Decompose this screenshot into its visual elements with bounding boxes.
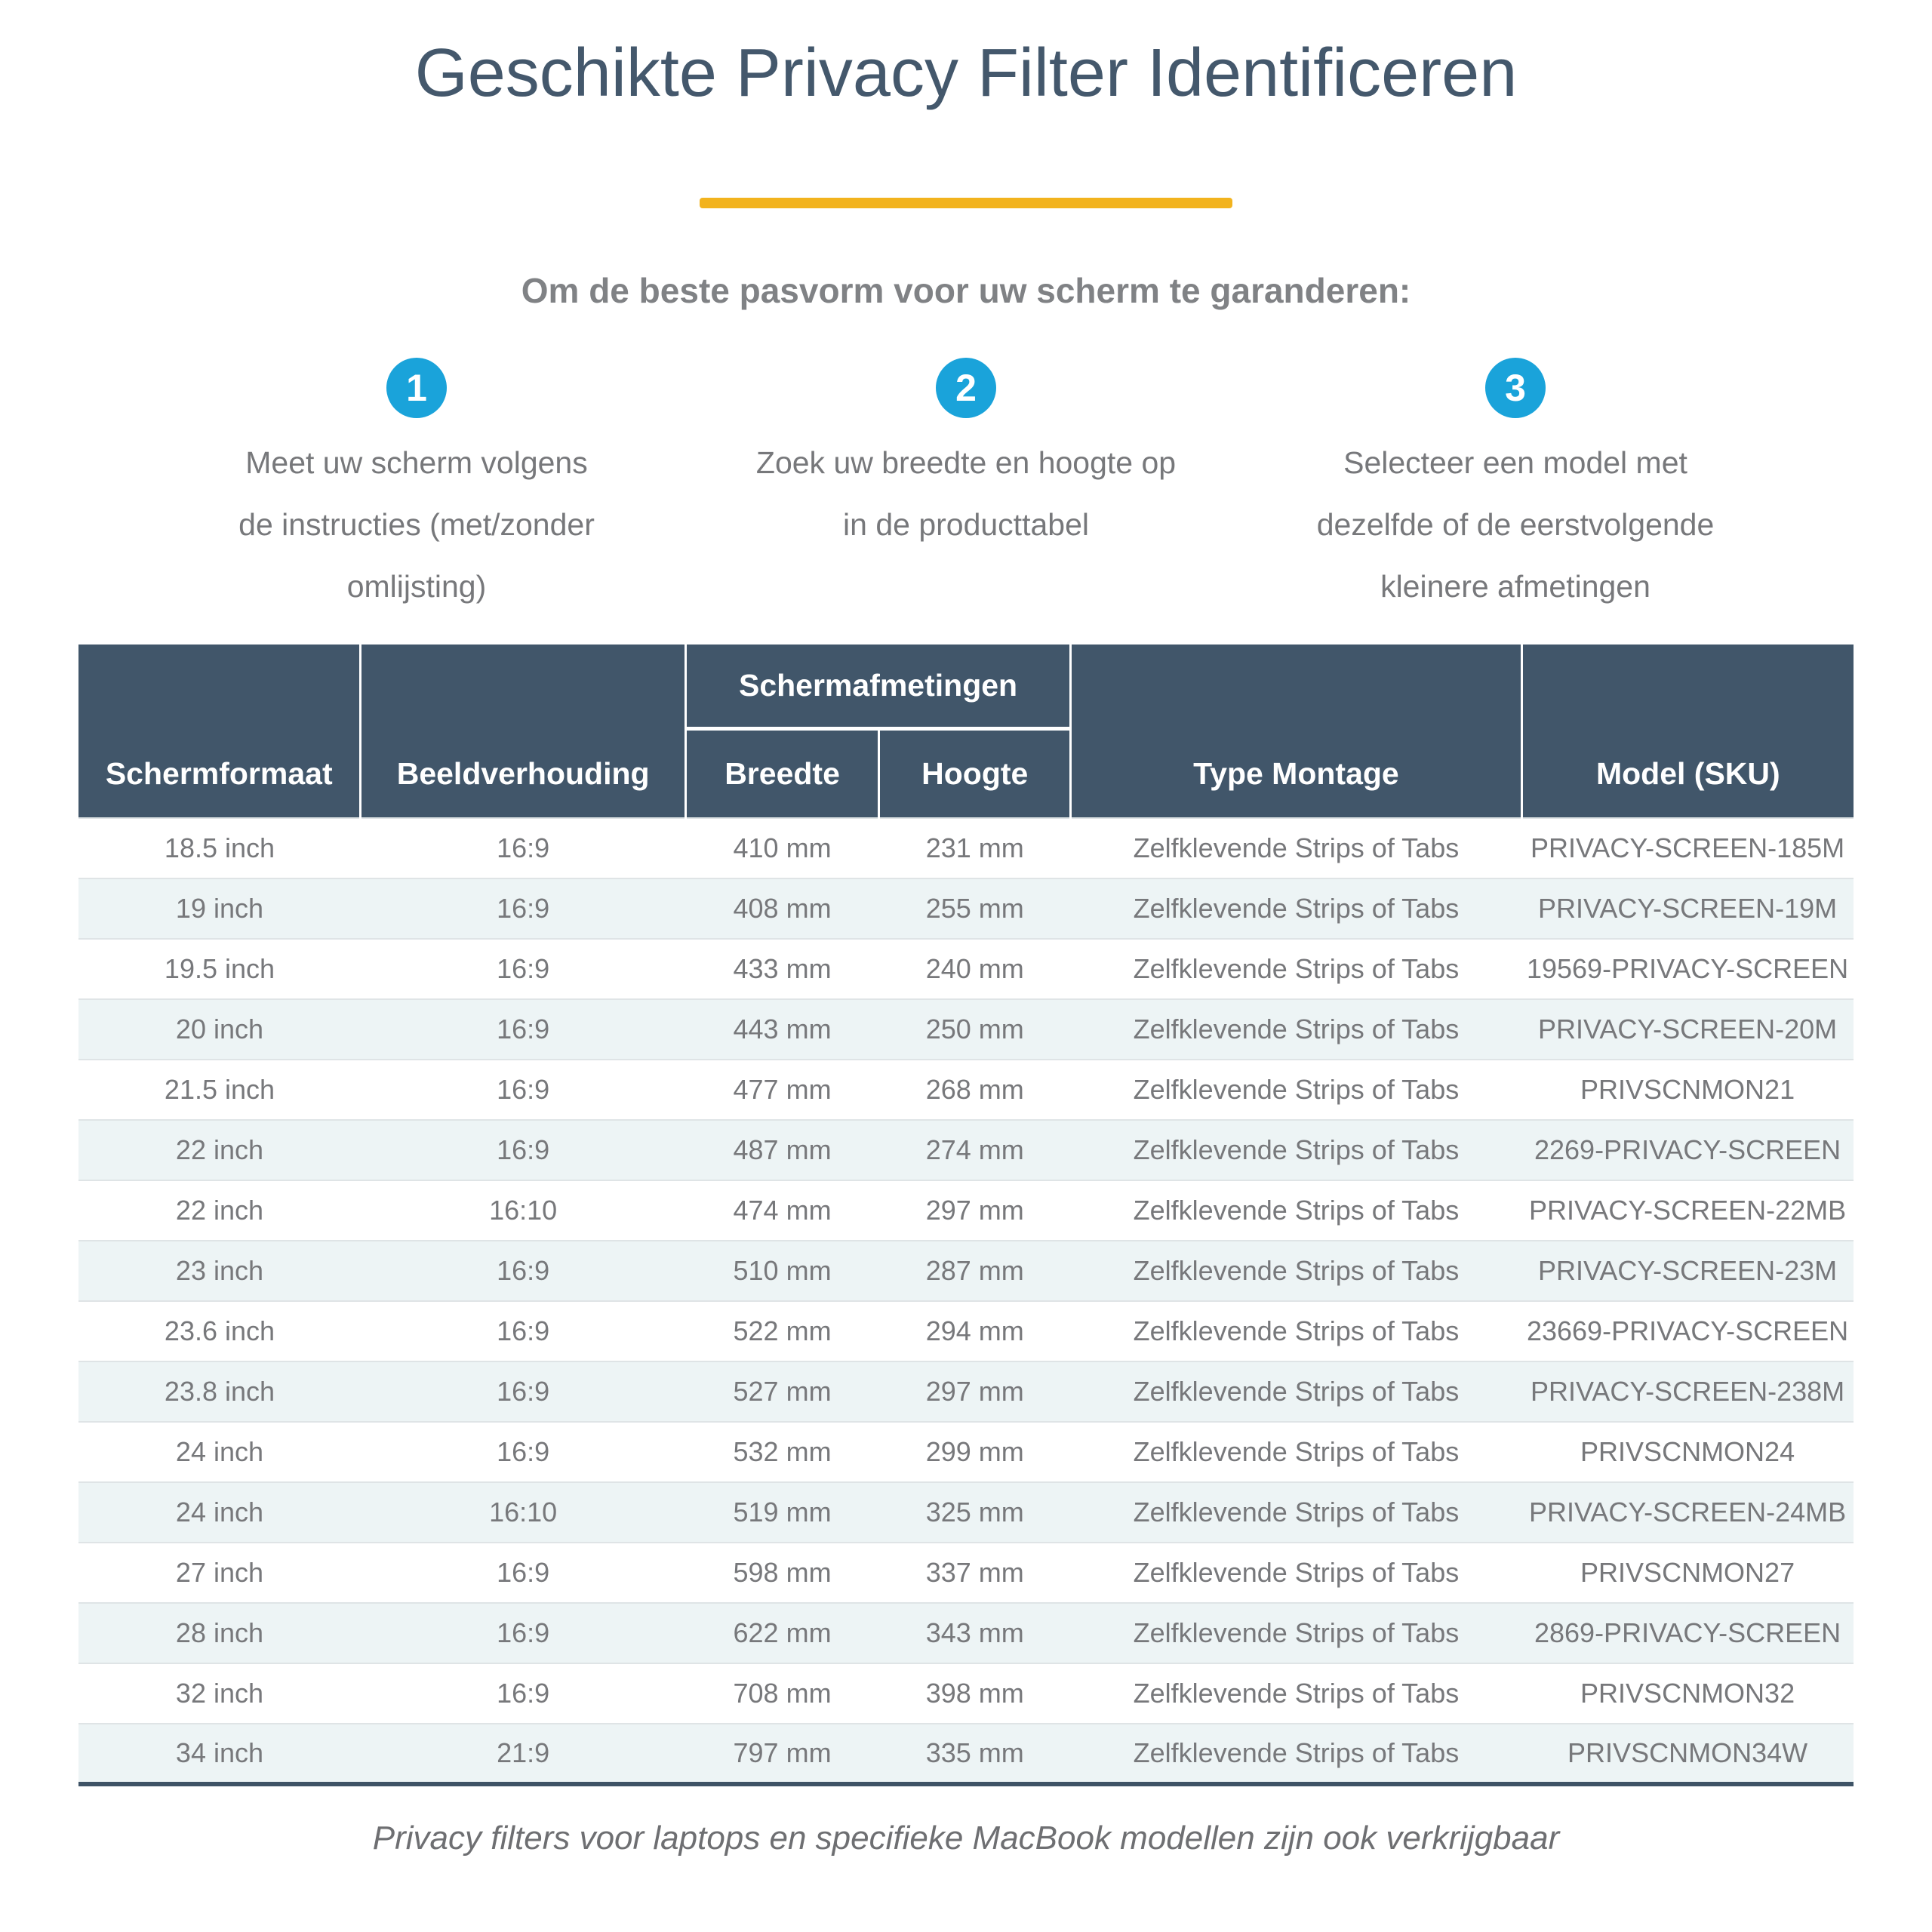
step-2-line-2: in de producttabel [843,506,1089,542]
cell-schermformaat: 34 inch [78,1724,361,1784]
cell-schermformaat: 22 inch [78,1120,361,1180]
table-row [78,1543,1854,1603]
cell-beeldverhouding: 16:9 [361,1663,685,1724]
cell-type-montage: Zelfklevende Strips of Tabs [1071,1663,1521,1724]
step-3-line-1: Selecteer een model met [1343,445,1687,480]
cell-beeldverhouding: 16:9 [361,1543,685,1603]
cell-beeldverhouding: 21:9 [361,1724,685,1784]
cell-schermformaat: 28 inch [78,1603,361,1663]
step-3-line-3: kleinere afmetingen [1380,568,1651,604]
table-row [78,1482,1854,1543]
cell-type-montage: Zelfklevende Strips of Tabs [1071,1482,1521,1543]
cell-hoogte: 240 mm [879,939,1071,999]
header-schermafmetingen: Schermafmetingen [685,645,1070,729]
cell-hoogte: 255 mm [879,878,1071,939]
table-row [78,1603,1854,1663]
cell-hoogte: 287 mm [879,1241,1071,1301]
cell-beeldverhouding: 16:9 [361,999,685,1060]
table-row [78,939,1854,999]
table-row [78,1120,1854,1180]
cell-hoogte: 231 mm [879,818,1071,878]
cell-beeldverhouding: 16:9 [361,1603,685,1663]
product-table [78,645,1854,1786]
cell-model-sku: PRIVACY-SCREEN-185M [1521,818,1854,878]
cell-type-montage: Zelfklevende Strips of Tabs [1071,818,1521,878]
cell-model-sku: 2269-PRIVACY-SCREEN [1521,1120,1854,1180]
cell-beeldverhouding: 16:9 [361,878,685,939]
step-3-number-badge: 3 [1485,358,1546,418]
step-1-line-1: Meet uw scherm volgens [245,445,588,480]
cell-model-sku: PRIVSCNMON27 [1521,1543,1854,1603]
cell-type-montage: Zelfklevende Strips of Tabs [1071,1120,1521,1180]
cell-hoogte: 250 mm [879,999,1071,1060]
page-title: Geschikte Privacy Filter Identificeren [414,35,1518,111]
cell-breedte: 708 mm [685,1663,878,1724]
table-row [78,999,1854,1060]
cell-type-montage: Zelfklevende Strips of Tabs [1071,1241,1521,1301]
cell-model-sku: PRIVSCNMON24 [1521,1422,1854,1482]
cell-breedte: 797 mm [685,1724,878,1784]
cell-breedte: 598 mm [685,1543,878,1603]
cell-hoogte: 337 mm [879,1543,1071,1603]
product-table-wrap [78,645,1854,1786]
cell-hoogte: 343 mm [879,1603,1071,1663]
cell-hoogte: 335 mm [879,1724,1071,1784]
cell-model-sku: PRIVACY-SCREEN-22MB [1521,1180,1854,1241]
table-row [78,818,1854,878]
cell-hoogte: 297 mm [879,1180,1071,1241]
cell-schermformaat: 32 inch [78,1663,361,1724]
step-1-line-3: omlijsting) [346,568,487,604]
cell-schermformaat: 23.8 inch [78,1361,361,1422]
cell-type-montage: Zelfklevende Strips of Tabs [1071,939,1521,999]
cell-beeldverhouding: 16:9 [361,1301,685,1361]
cell-schermformaat: 23.6 inch [78,1301,361,1361]
cell-model-sku: 23669-PRIVACY-SCREEN [1521,1301,1854,1361]
header-beeldverhouding: Beeldverhouding [361,645,685,818]
cell-beeldverhouding: 16:9 [361,1120,685,1180]
table-row [78,1180,1854,1241]
cell-model-sku: PRIVSCNMON21 [1521,1060,1854,1120]
cell-hoogte: 398 mm [879,1663,1071,1724]
cell-beeldverhouding: 16:9 [361,939,685,999]
cell-type-montage: Zelfklevende Strips of Tabs [1071,1603,1521,1663]
cell-breedte: 510 mm [685,1241,878,1301]
table-row [78,1422,1854,1482]
cell-model-sku: PRIVACY-SCREEN-20M [1521,999,1854,1060]
cell-breedte: 477 mm [685,1060,878,1120]
step-3-text [1241,432,1790,617]
cell-type-montage: Zelfklevende Strips of Tabs [1071,999,1521,1060]
cell-model-sku: 19569-PRIVACY-SCREEN [1521,939,1854,999]
table-row [78,1060,1854,1120]
step-3-line-2: dezelfde of de eerstvolgende [1316,506,1715,542]
cell-schermformaat: 24 inch [78,1422,361,1482]
cell-model-sku: PRIVACY-SCREEN-19M [1521,878,1854,939]
cell-breedte: 527 mm [685,1361,878,1422]
cell-hoogte: 325 mm [879,1482,1071,1543]
page-subtitle: Om de beste pasvorm voor uw scherm te garanderen: [521,270,1411,310]
cell-hoogte: 294 mm [879,1301,1071,1361]
product-table-body [78,818,1854,1784]
cell-type-montage: Zelfklevende Strips of Tabs [1071,1180,1521,1241]
yellow-divider [700,198,1232,208]
step-2-number-badge: 2 [936,358,996,418]
header-hoogte: Hoogte [879,729,1071,818]
cell-model-sku: PRIVACY-SCREEN-24MB [1521,1482,1854,1543]
step-1-line-2: de instructies (met/zonder [238,506,595,542]
table-row [78,1241,1854,1301]
cell-beeldverhouding: 16:10 [361,1482,685,1543]
cell-schermformaat: 21.5 inch [78,1060,361,1120]
table-row [78,1663,1854,1724]
cell-type-montage: Zelfklevende Strips of Tabs [1071,878,1521,939]
cell-breedte: 443 mm [685,999,878,1060]
table-row [78,878,1854,939]
cell-schermformaat: 19.5 inch [78,939,361,999]
cell-hoogte: 297 mm [879,1361,1071,1422]
cell-type-montage: Zelfklevende Strips of Tabs [1071,1301,1521,1361]
cell-beeldverhouding: 16:9 [361,1361,685,1422]
cell-model-sku: PRIVSCNMON34W [1521,1724,1854,1784]
table-row [78,1301,1854,1361]
table-row [78,1361,1854,1422]
cell-type-montage: Zelfklevende Strips of Tabs [1071,1543,1521,1603]
cell-breedte: 408 mm [685,878,878,939]
steps-row [142,358,1790,617]
step-2 [691,358,1241,617]
footer-note: Privacy filters voor laptops en specifieke MacBook modellen zijn ook verkrijgbaar [372,1819,1560,1857]
cell-hoogte: 274 mm [879,1120,1071,1180]
cell-beeldverhouding: 16:9 [361,1060,685,1120]
cell-beeldverhouding: 16:9 [361,818,685,878]
cell-beeldverhouding: 16:9 [361,1241,685,1301]
cell-type-montage: Zelfklevende Strips of Tabs [1071,1724,1521,1784]
cell-beeldverhouding: 16:9 [361,1422,685,1482]
header-model-sku: Model (SKU) [1521,645,1854,818]
cell-beeldverhouding: 16:10 [361,1180,685,1241]
cell-schermformaat: 27 inch [78,1543,361,1603]
header-type-montage: Type Montage [1071,645,1521,818]
cell-type-montage: Zelfklevende Strips of Tabs [1071,1060,1521,1120]
cell-breedte: 433 mm [685,939,878,999]
step-1-text [142,432,691,617]
cell-model-sku: PRIVACY-SCREEN-238M [1521,1361,1854,1422]
cell-model-sku: PRIVACY-SCREEN-23M [1521,1241,1854,1301]
header-schermformaat: Schermformaat [78,645,361,818]
table-row [78,1724,1854,1784]
cell-breedte: 474 mm [685,1180,878,1241]
cell-schermformaat: 20 inch [78,999,361,1060]
cell-model-sku: 2869-PRIVACY-SCREEN [1521,1603,1854,1663]
cell-type-montage: Zelfklevende Strips of Tabs [1071,1422,1521,1482]
cell-breedte: 487 mm [685,1120,878,1180]
cell-schermformaat: 19 inch [78,878,361,939]
cell-schermformaat: 18.5 inch [78,818,361,878]
cell-schermformaat: 24 inch [78,1482,361,1543]
cell-schermformaat: 23 inch [78,1241,361,1301]
cell-type-montage: Zelfklevende Strips of Tabs [1071,1361,1521,1422]
step-2-line-1: Zoek uw breedte en hoogte op [755,445,1177,480]
cell-breedte: 622 mm [685,1603,878,1663]
header-breedte: Breedte [685,729,878,818]
step-3 [1241,358,1790,617]
cell-hoogte: 299 mm [879,1422,1071,1482]
cell-hoogte: 268 mm [879,1060,1071,1120]
step-2-text [691,432,1241,555]
cell-model-sku: PRIVSCNMON32 [1521,1663,1854,1724]
cell-schermformaat: 22 inch [78,1180,361,1241]
cell-breedte: 532 mm [685,1422,878,1482]
step-1 [142,358,691,617]
product-table-head [78,645,1854,818]
cell-breedte: 410 mm [685,818,878,878]
step-1-number-badge: 1 [386,358,447,418]
cell-breedte: 519 mm [685,1482,878,1543]
cell-breedte: 522 mm [685,1301,878,1361]
